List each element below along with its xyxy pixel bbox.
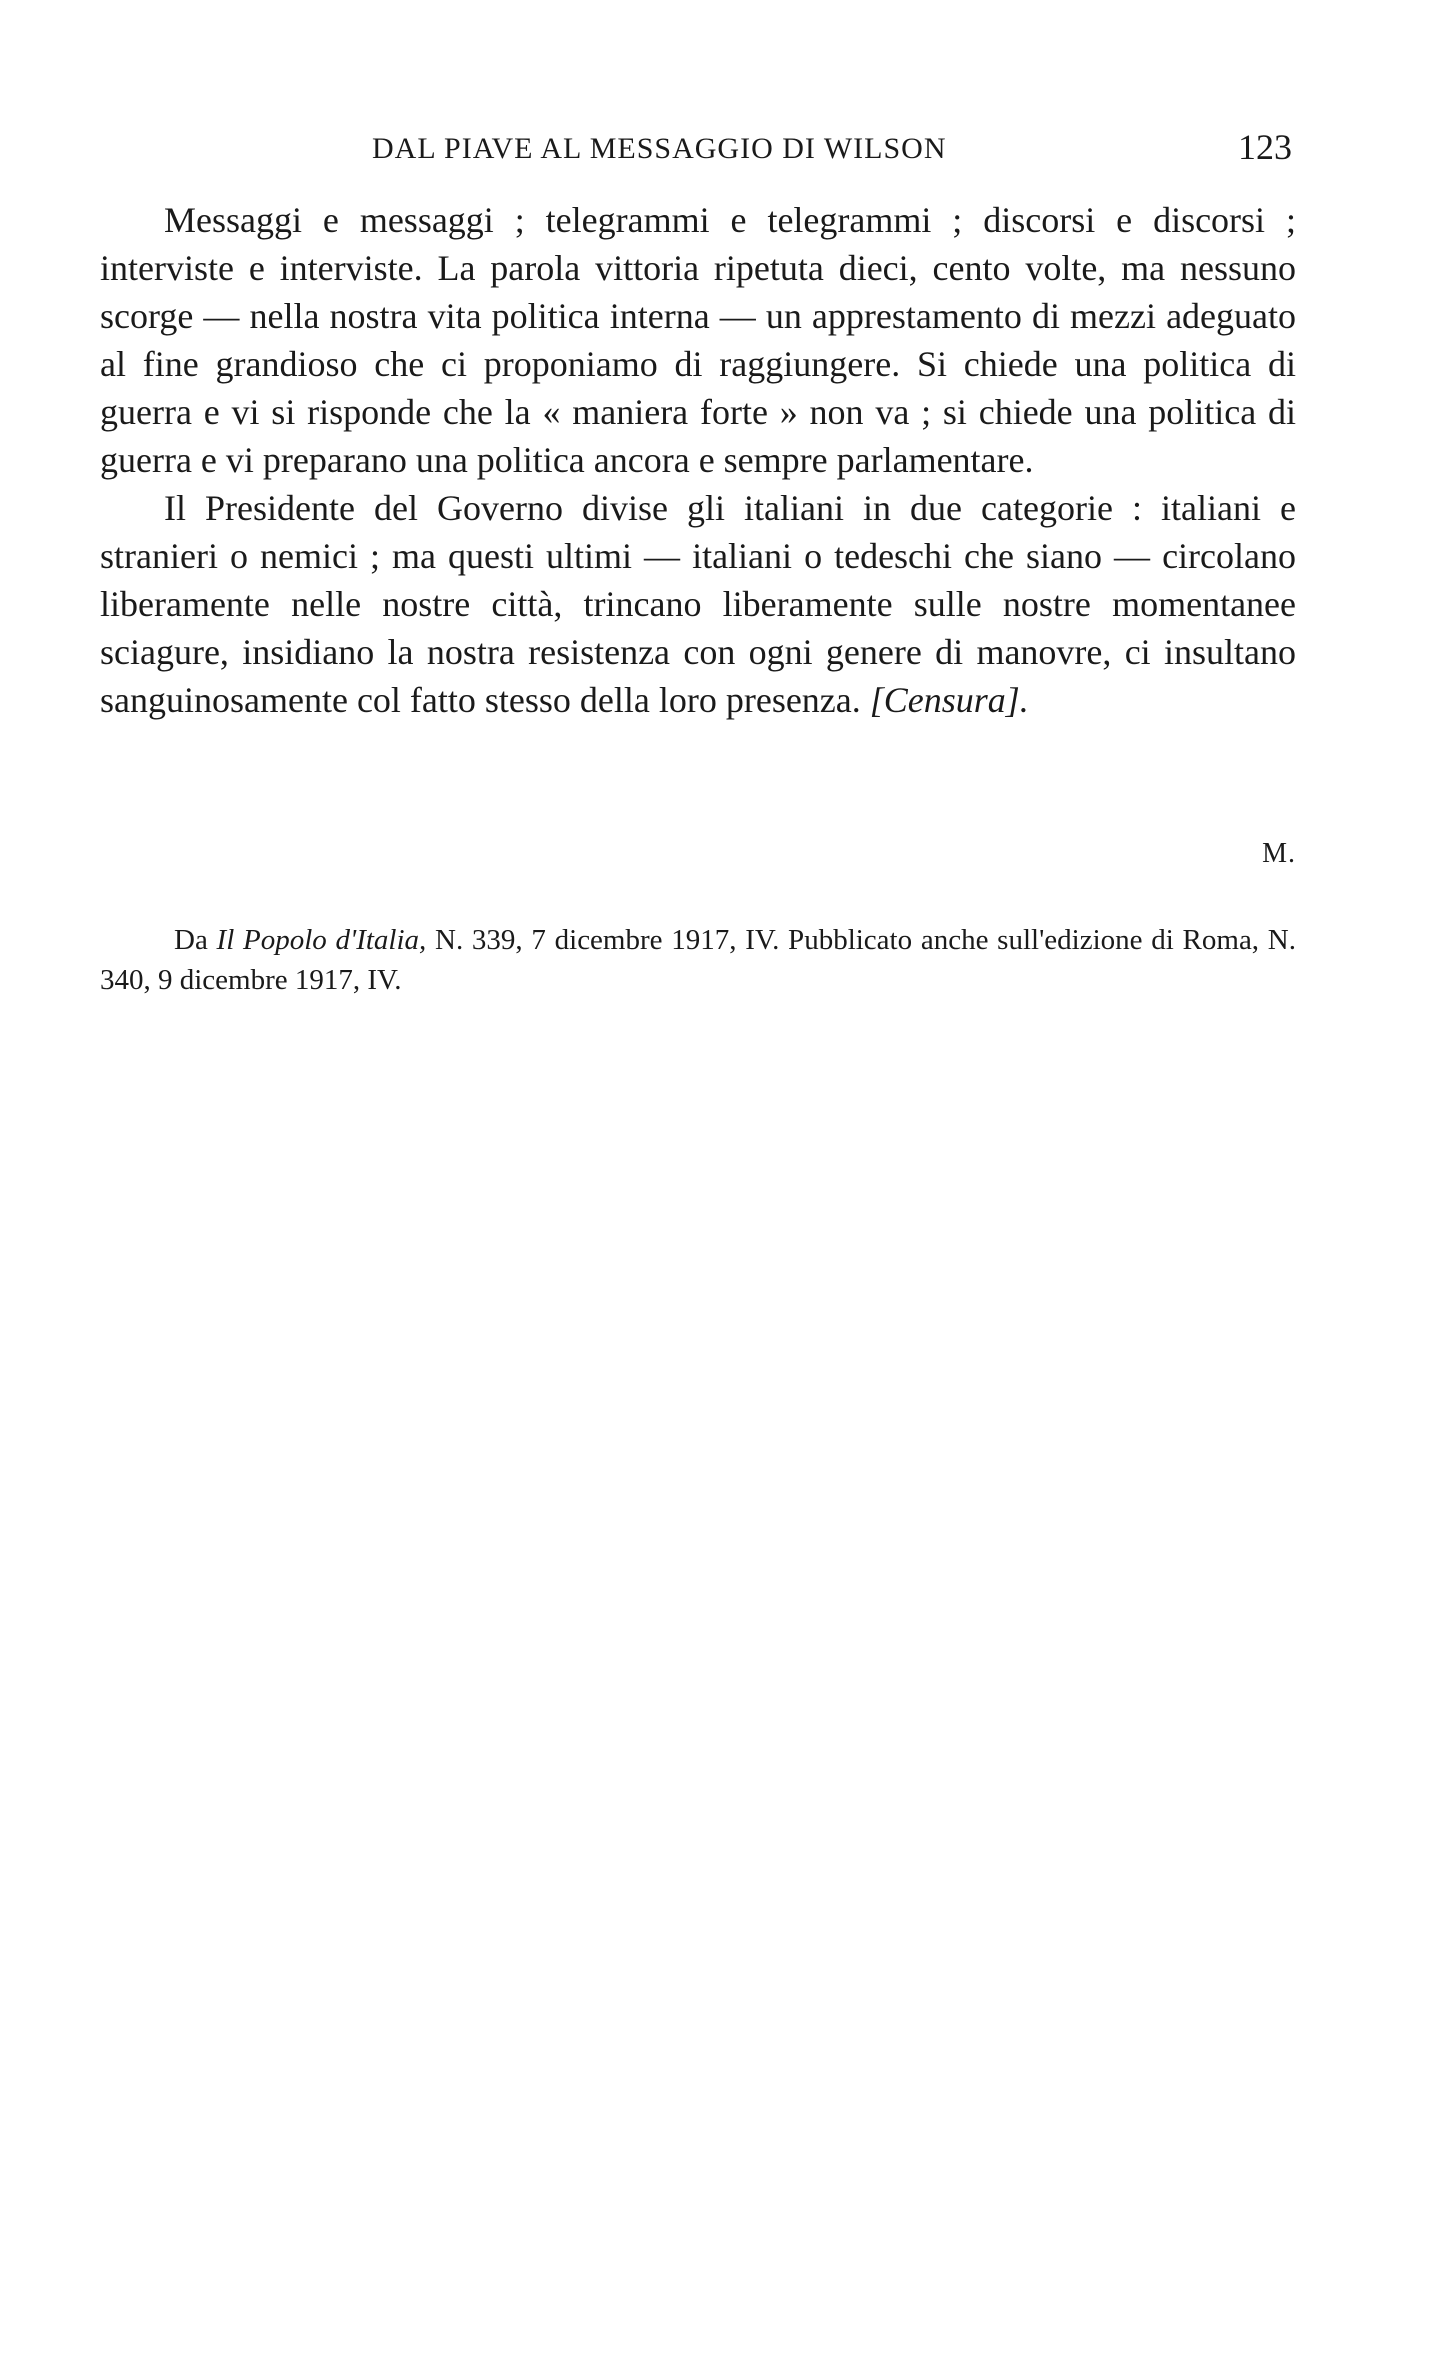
body-text [100,196,1296,724]
paragraph-1 [100,196,1296,484]
page-header [372,122,1292,172]
author-signature: M. [1262,838,1296,869]
source-details: N. 339, 7 dicembre 1917, IV. Pubblicato anche sull'edizione di Roma, N. 340, 9 dicembre 1917, IV. [100,924,1296,996]
paragraph-1-text: Messaggi e messaggi ; telegrammi e telegrammi ; discorsi e discorsi ; interviste e interviste. La parola vittoria ripetuta dieci, cento volte, ma nessuno scorge — nella nostra vita politica interna — un apprestamento di mezzi adeguato al fine grandioso che ci proponiamo di raggiungere. Si chiede una politica di guerra e vi si risponde che la « maniera forte » non va ; si chiede una politica di guerra e vi preparano una politica ancora e sempre parlamentare. [100,200,1296,480]
running-title: DAL PIAVE AL MESSAGGIO DI WILSON [372,132,947,165]
source-prefix: Da [174,924,217,956]
paragraph-2 [100,484,1296,724]
newspaper-title: Il Popolo d'Italia, [216,924,427,956]
censura-note: [Censura]. [869,680,1029,720]
paragraph-2-text: Il Presidente del Governo divise gli italiani in due categorie : italiani e stranieri o nemici ; ma questi ultimi — italiani o tedeschi che siano — circolano liberamente nelle nostre città, trincano liberamente sulle nostre momentanee sciagure, insidiano la nostra resistenza con ogni genere di manovre, ci insultano sanguinosamente col fatto stesso della loro presenza. [100,488,1296,720]
source-note [100,920,1296,1000]
page-number: 123 [1238,127,1292,167]
